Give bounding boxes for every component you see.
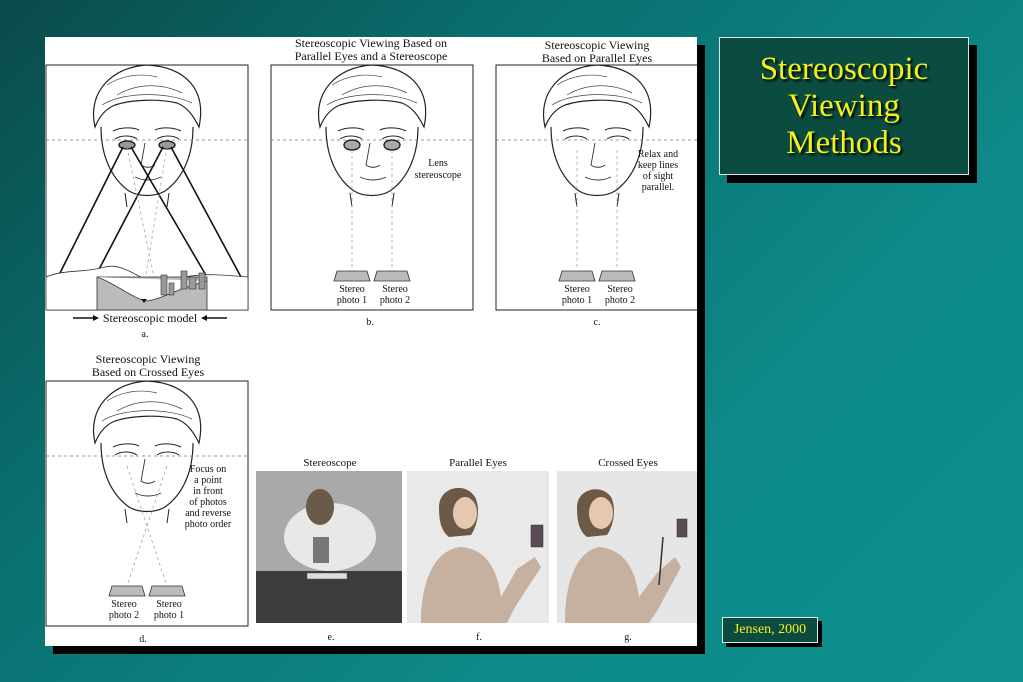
panel-d-photo2-line1: Stereo [156,599,182,610]
panel-b-note-line2: stereoscope [414,170,462,181]
panel-a-letter: a. [141,329,149,340]
panel-f-letter: f. [476,632,482,643]
credit-box [722,617,818,643]
panel-d-note-line5: and reverse [185,508,231,519]
credit-label: Jensen, 2000 [733,622,807,637]
panel-g-caption: Crossed Eyes [598,457,658,469]
slide-title-box [719,37,969,175]
panel-g [557,457,697,643]
panel-e-caption: Stereoscope [303,457,357,469]
panel-d-note-line2: a point [194,475,222,486]
stereoscopic-figure [45,37,697,646]
stereo-photo-2 [374,271,410,281]
panel-b-photo2-line1: Stereo [382,284,408,295]
panel-c-letter: c. [593,317,601,328]
panel-b-photo1-line2: photo 1 [336,295,368,306]
panel-d-photo1-line1: Stereo [111,599,137,610]
stereo-photo-1 [334,271,370,281]
panel-b-face [319,65,426,207]
panel-a-face [94,65,201,207]
stereo-photo-1 [559,271,595,281]
panel-b-note-line1: Lens [428,158,448,169]
panel-d-heading-line1: Stereoscopic Viewing [95,352,201,366]
panel-c [496,38,697,328]
panel-d-note-line1: Focus on [189,464,227,475]
panel-d-face [94,381,201,523]
panel-a [46,65,248,340]
panel-d-letter: d. [139,634,147,645]
panel-b-frame [271,65,473,310]
panel-c-photo2-line2: photo 2 [604,295,636,306]
panel-d-note-line3: in front [193,486,223,497]
panel-b-photo2-line2: photo 2 [379,295,411,306]
panel-c-photo2-line1: Stereo [607,284,633,295]
panel-g-letter: g. [624,632,632,643]
panel-c-photo1-line2: photo 1 [561,295,593,306]
panel-d-heading-line2: Based on Crossed Eyes [91,365,205,379]
panel-c-heading-line2: Based on Parallel Eyes [541,51,653,65]
panel-c-note-line1: Relax and [637,149,679,160]
panel-f [407,457,549,643]
panel-c-face [544,65,651,207]
panel-e-letter: e. [327,632,335,643]
left-lens [344,140,360,150]
panel-d-photo2-line2: photo 1 [153,610,185,621]
stereo-photo-2 [599,271,635,281]
slide-title: Stereoscopic Viewing Methods [759,50,929,161]
panel-f-caption: Parallel Eyes [449,457,507,469]
panel-d-note-line4: of photos [189,497,227,508]
stereo-photo-1 [149,586,185,596]
panel-b-photo1-line1: Stereo [339,284,365,295]
right-lens [384,140,400,150]
panel-b-letter: b. [366,317,374,328]
stereo-photo-2 [109,586,145,596]
panel-b [271,37,473,328]
panel-c-photo1-line1: Stereo [564,284,590,295]
panel-d-note-line6: photo order [184,519,232,530]
panel-e [256,457,402,643]
stereoscopic-model-label: Stereoscopic model [102,311,198,325]
panel-c-heading-line1: Stereoscopic Viewing [544,38,650,52]
panel-d [46,352,248,645]
panel-c-note-line2: keep lines [637,160,679,171]
panel-b-heading-line1: Stereoscopic Viewing Based on [294,37,448,50]
panel-d-photo1-line2: photo 2 [108,610,140,621]
panel-c-note-line4: parallel. [641,182,675,193]
panel-b-heading-line2: Parallel Eyes and a Stereoscope [294,49,448,63]
panel-c-note-line3: of sight [642,171,674,182]
